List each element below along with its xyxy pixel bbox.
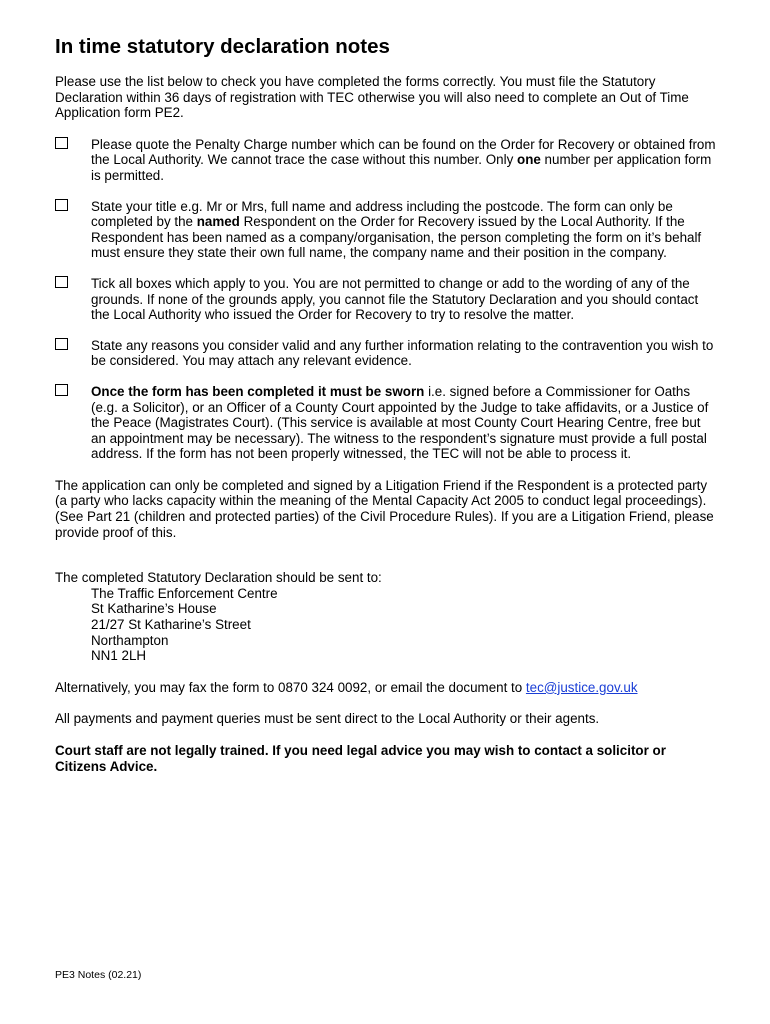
checklist-item bbox=[55, 338, 717, 369]
address-line: St Katharine’s House bbox=[91, 601, 217, 617]
address-line: 21/27 St Katharine’s Street bbox=[91, 617, 251, 633]
address-line: The Traffic Enforcement Centre bbox=[91, 585, 278, 601]
checkbox[interactable] bbox=[55, 276, 68, 288]
litigation-friend-paragraph: The application can only be completed and signed by a Litigation Friend if the Respondent is a protected party (a party who lacks capacity within the meaning of the Mental Capacity Act 2005 to conduct legal proceedings). (See Part 21 (children and protected parties) of the Civil Procedure Rules). If you are a Litigation Friend, please provide proof of this. bbox=[55, 477, 714, 540]
intro-paragraph: Please use the list below to check you have completed the forms correctly. You must file the Statutory Declaration within 36 days of registration with TEC otherwise you will also need to complete an Out of Time Application form PE2. bbox=[55, 74, 689, 121]
checklist bbox=[55, 137, 717, 462]
checklist-item-text: State your title e.g. Mr or Mrs, full name and address including the postcode. The form can only be completed by the named Respondent on the Order for Recovery issued by the Local Authority. If the Respondent has been named as a company/organisation, the person completing the form on it’s behalf must ensure they state their own full name, the company name and their position in the company. bbox=[91, 198, 702, 261]
document-page bbox=[55, 34, 717, 774]
checkbox[interactable] bbox=[55, 384, 68, 396]
email-link[interactable]: tec@justice.gov.uk bbox=[525, 679, 638, 695]
address-line: NN1 2LH bbox=[91, 648, 147, 664]
checklist-item bbox=[55, 384, 717, 462]
checklist-item-text: Please quote the Penalty Charge number which can be found on the Order for Recovery or obtained from the Local Authority. We cannot trace the case without this number. Only one number per application form is permitted. bbox=[91, 136, 716, 183]
checklist-item-text: State any reasons you consider valid and any further information relating to the contravention you wish to be considered. You may attach any relevant evidence. bbox=[91, 337, 714, 369]
address-line: Northampton bbox=[91, 632, 169, 648]
checkbox[interactable] bbox=[55, 338, 68, 350]
checklist-item bbox=[55, 137, 717, 184]
checklist-item-text: Once the form has been completed it must be sworn i.e. signed before a Commissioner for Oaths (e.g. a Solicitor), or an Officer of a County Court appointed by the Judge to take affidavits, or a Justice of the Peace (Magistrates Court). (This service is available at most County Court Hearing Centre, free but an appointment may be necessary). The witness to the respondent’s signature must provide a full postal address. If the form has not been properly witnessed, the TEC will not be able to process it. bbox=[91, 383, 709, 462]
checklist-item-text: Tick all boxes which apply to you. You are not permitted to change or add to the wording of any of the grounds. If none of the grounds apply, you cannot file the Statutory Declaration and you should contact the Local Authority who issued the Order for Recovery to try to resolve the matter. bbox=[91, 275, 699, 323]
checklist-item bbox=[55, 276, 717, 323]
legal-advice-paragraph: Court staff are not legally trained. If you need legal advice you may wish to contact a solicitor or Citizens Advice. bbox=[55, 743, 666, 774]
checkbox[interactable] bbox=[55, 137, 68, 149]
contact-paragraph: Alternatively, you may fax the form to 0870 324 0092, or email the document to tec@justice.gov.uk bbox=[55, 679, 638, 695]
page-title: In time statutory declaration notes bbox=[55, 35, 390, 58]
payments-paragraph: All payments and payment queries must be sent direct to the Local Authority or their agents. bbox=[55, 711, 600, 727]
postal-address bbox=[55, 586, 717, 664]
address-intro: The completed Statutory Declaration should be sent to: bbox=[55, 570, 382, 586]
footer-reference: PE3 Notes (02.21) bbox=[55, 969, 142, 981]
checkbox[interactable] bbox=[55, 199, 68, 211]
checklist-item bbox=[55, 199, 717, 261]
